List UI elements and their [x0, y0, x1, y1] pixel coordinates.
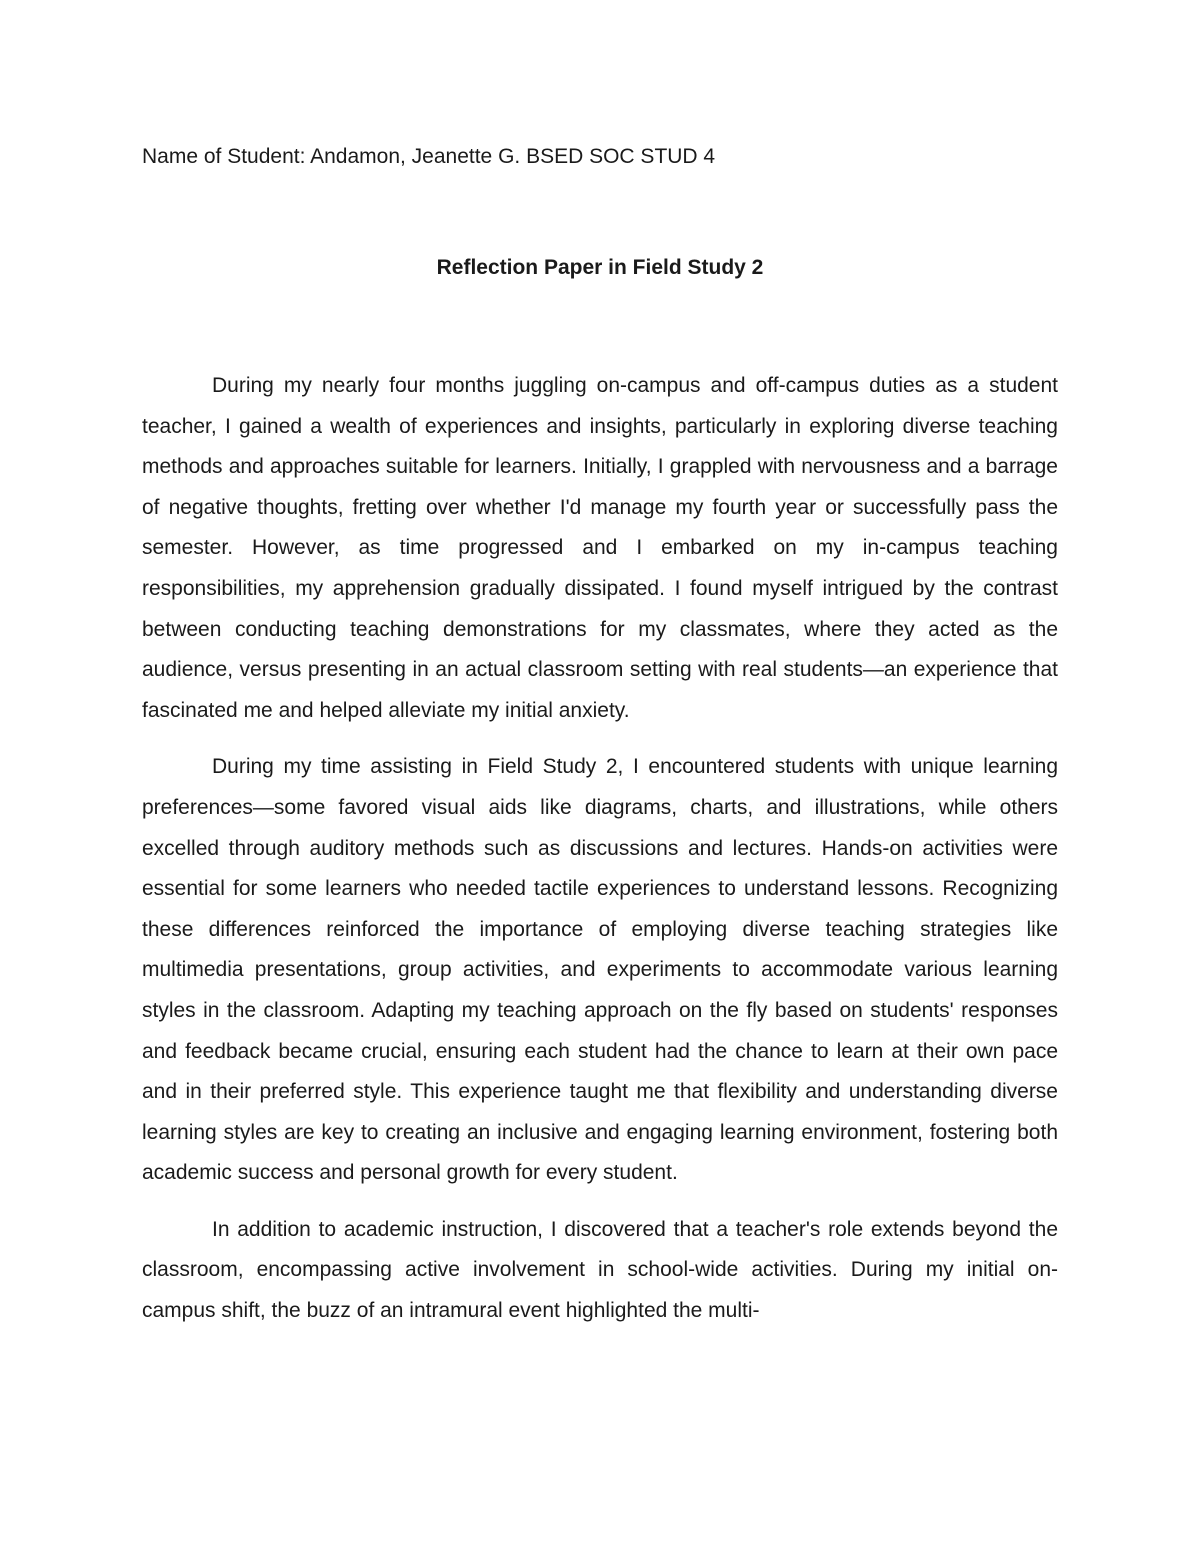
body-text	[142, 366, 1058, 1348]
paper-title: Reflection Paper in Field Study 2	[436, 256, 764, 279]
paragraph-1: During my nearly four months juggling on-campus and off-campus duties as a student teacher, I gained a wealth of experiences and insights, particularly in exploring diverse teaching methods and approaches suitable for learners. Initially, I grappled with nervousness and a barrage of negative thoughts, fretting over whether I'd manage my fourth year or successfully pass the semester. However, as time progressed and I embarked on my in-campus teaching responsibilities, my apprehension gradually dissipated. I found myself intrigued by the contrast between conducting teaching demonstrations for my classmates, where they acted as the audience, versus presenting in an actual classroom setting with real students—an experience that fascinated me and helped alleviate my initial anxiety.	[142, 374, 1058, 722]
paragraph-3: In addition to academic instruction, I discovered that a teacher's role extends beyond the classroom, encompassing active involvement in school-wide activities. During my initial on-campus shift, the buzz of an intramural event highlighted the multi-	[142, 1217, 1058, 1323]
paragraph-2: During my time assisting in Field Study 2, I encountered students with unique learning preferences—some favored visual aids like diagrams, charts, and illustrations, while others excelled through auditory methods such as discussions and lectures. Hands-on activities were essential for some learners who needed tactile experiences to understand lessons. Recognizing these differences reinforced the importance of employing diverse teaching strategies like multimedia presentations, group activities, and experiments to accommodate various learning styles in the classroom. Adapting my teaching approach on the fly based on students' responses and feedback became crucial, ensuring each student had the chance to learn at their own pace and in their preferred style. This experience taught me that flexibility and understanding diverse learning styles are key to creating an inclusive and engaging learning environment, fostering both academic success and personal growth for every student.	[142, 755, 1058, 1185]
student-name-line: Name of Student: Andamon, Jeanette G. BSED SOC STUD 4	[142, 145, 716, 168]
